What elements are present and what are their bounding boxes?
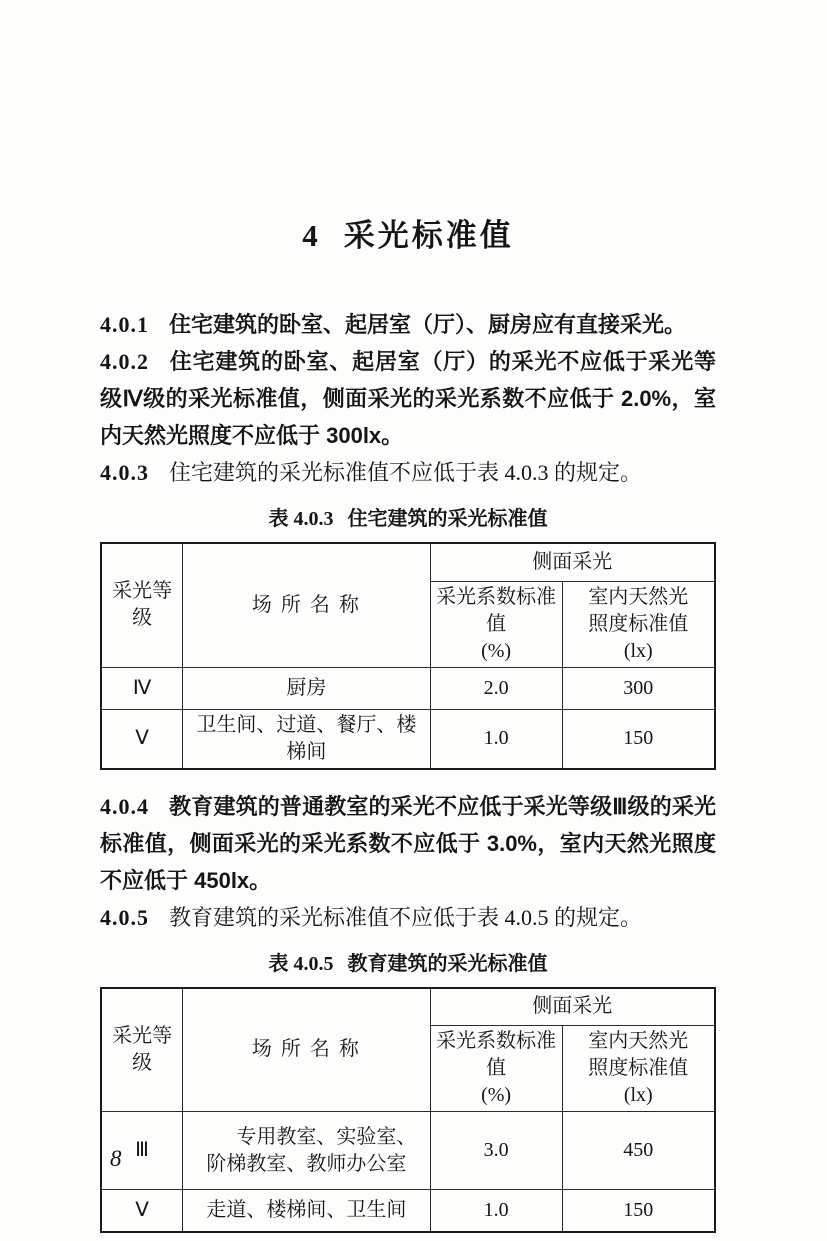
clause-4-0-5 [100,899,716,936]
table-row [101,1112,715,1190]
clause-4-0-1 [100,306,716,343]
clause-list [100,306,716,491]
cell-daylight-factor: 1.0 [430,709,562,769]
table-caption-text: 教育建筑的采光标准值 [347,952,548,975]
header-illuminance-line2: 照度标准值 [588,1057,689,1079]
page-content [100,0,716,1233]
header-illuminance-line1: 室内天然光 [588,1030,689,1052]
chapter-number: 4 [302,218,318,253]
table-row [101,667,715,709]
clause-4-0-2 [100,343,716,454]
header-daylight-factor-line1: 采光系数标准值 [436,1030,557,1079]
header-illuminance-line2: 照度标准值 [588,612,689,635]
table-row [101,709,715,769]
table-caption-number: 表 4.0.3 [268,508,334,530]
page-number: 8 [110,1146,122,1171]
header-side-lighting: 侧面采光 [430,543,715,581]
header-daylight-factor-unit: (%) [481,1084,512,1106]
table-4-0-5 [100,987,716,1233]
table-caption-text: 住宅建筑的采光标准值 [347,508,548,530]
chapter-title [100,216,716,256]
header-illuminance [562,581,715,667]
clause-text: 住宅建筑的采光标准值不应低于表 4.0.3 的规定。 [169,460,643,485]
cell-illuminance: 150 [562,1190,715,1232]
chapter-title-text: 采光标准值 [343,218,514,253]
cell-place: 专用教室、实验室、阶梯教室、教师办公室 [183,1112,430,1190]
clause-number: 4.0.3 [100,460,149,485]
cell-place: 走道、楼梯间、卫生间 [183,1190,430,1232]
clause-text: 教育建筑的普通教室的采光不应低于采光等级Ⅲ级的采光标准值，侧面采光的采光系数不应低于 3.0%，室内天然光照度不应低于 450lx。 [100,793,716,893]
header-daylight-factor [430,1026,562,1112]
cell-grade: Ⅲ [101,1112,183,1190]
clause-number: 4.0.1 [100,312,149,337]
cell-grade: Ⅴ [101,1190,183,1232]
header-daylight-grade: 采光等级 [101,543,183,667]
header-daylight-factor [430,581,562,667]
clause-text: 住宅建筑的卧室、起居室（厅）、厨房应有直接采光。 [169,312,687,337]
header-daylight-factor-line1: 采光系数标准值 [436,585,557,635]
table-caption-number: 表 4.0.5 [268,952,334,975]
clause-number: 4.0.4 [100,793,149,819]
cell-illuminance: 300 [562,667,715,709]
table-4-0-3 [100,542,716,770]
header-daylight-grade: 采光等级 [101,988,183,1112]
cell-place: 卫生间、过道、餐厅、楼梯间 [183,709,430,769]
cell-daylight-factor: 2.0 [430,667,562,709]
header-illuminance-unit: (lx) [623,1084,653,1106]
clause-text: 教育建筑的采光标准值不应低于表 4.0.5 的规定。 [169,904,643,930]
clause-4-0-4 [100,788,716,899]
clause-4-0-3 [100,454,716,491]
cell-daylight-factor: 3.0 [430,1112,562,1190]
clause-number: 4.0.5 [100,904,149,930]
cell-illuminance: 150 [562,709,715,769]
header-illuminance-unit: (lx) [623,639,653,662]
header-place-name: 场 所 名 称 [183,543,430,667]
header-daylight-factor-unit: (%) [481,639,512,662]
table-row [101,1190,715,1232]
header-illuminance-line1: 室内天然光 [588,585,689,608]
cell-daylight-factor: 1.0 [430,1190,562,1232]
table-4-0-3-caption [100,505,716,533]
table-4-0-5-caption [100,950,716,978]
clause-list [100,788,716,936]
cell-place: 厨房 [183,667,430,709]
clause-number: 4.0.2 [100,349,149,374]
clause-text: 住宅建筑的卧室、起居室（厅）的采光不应低于采光等级Ⅳ级的采光标准值，侧面采光的采光系数不应低于 2.0%，室内天然光照度不应低于 300lx。 [100,349,716,448]
cell-illuminance: 450 [562,1112,715,1190]
header-side-lighting: 侧面采光 [430,988,715,1026]
cell-grade: Ⅳ [101,667,183,709]
header-illuminance [562,1026,715,1112]
cell-grade: Ⅴ [101,709,183,769]
header-place-name: 场 所 名 称 [183,988,430,1112]
